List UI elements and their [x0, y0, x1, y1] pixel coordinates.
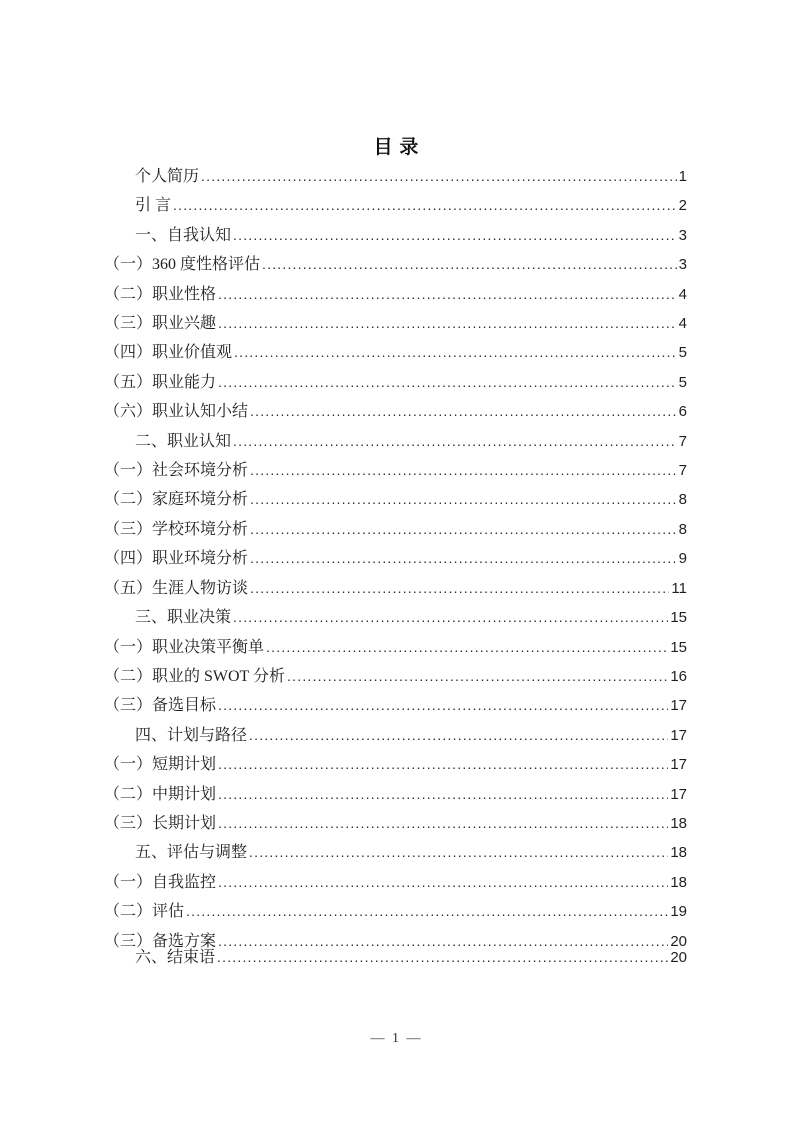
toc-entry[interactable] [104, 162, 687, 191]
toc-entry-page-number: 5 [678, 373, 687, 391]
toc-leader-dots [249, 838, 668, 867]
toc-entry[interactable] [104, 943, 687, 972]
toc-entry[interactable] [104, 280, 687, 309]
toc-entry-label: 四、计划与路径 [135, 726, 248, 744]
toc-entry-label: （五）职业能力 [104, 373, 217, 391]
toc-leader-dots [218, 868, 668, 897]
toc-entry-page-number: 17 [670, 726, 687, 744]
toc-entry-label: （一）社会环境分析 [104, 462, 249, 480]
toc-entry[interactable] [104, 544, 687, 573]
toc-entry[interactable] [104, 633, 687, 662]
toc-entry-page-number: 19 [670, 903, 687, 921]
toc-entry-page-number: 18 [670, 873, 687, 891]
toc-entry[interactable] [104, 809, 687, 838]
toc-entry-label: （一）360 度性格评估 [104, 256, 261, 274]
toc-entry-page-number: 7 [678, 432, 687, 450]
toc-entry-page-number: 9 [678, 550, 687, 568]
footer-page-number: — 1 — [370, 1031, 423, 1046]
toc-entry-label: （三）学校环境分析 [104, 520, 249, 538]
toc-entry-label: 一、自我认知 [135, 226, 232, 244]
toc-entry[interactable] [104, 897, 687, 926]
toc-entry-page-number: 20 [670, 948, 687, 966]
toc-entry-page-number: 3 [678, 256, 687, 274]
toc-entry-label: （一）职业决策平衡单 [104, 638, 265, 656]
toc-entry-label: （三）职业兴趣 [104, 315, 217, 333]
toc-entry-label: （二）中期计划 [104, 785, 217, 803]
toc-leader-dots [217, 943, 668, 972]
toc-leader-dots [218, 280, 677, 309]
toc-entry-page-number: 16 [670, 667, 687, 685]
toc-entry-label: （二）职业性格 [104, 285, 217, 303]
page-footer [0, 1026, 793, 1052]
page-title: 目 录 [373, 137, 420, 158]
toc-leader-dots [266, 633, 668, 662]
toc-entry[interactable] [104, 191, 687, 220]
toc-entry-page-number: 8 [678, 520, 687, 538]
toc-entry[interactable] [104, 309, 687, 338]
toc-entry[interactable] [104, 368, 687, 397]
toc-entry-label: （二）职业的 SWOT 分析 [104, 667, 286, 685]
toc-leader-dots [287, 662, 668, 691]
toc-entry-page-number: 3 [678, 226, 687, 244]
toc-entry[interactable] [104, 338, 687, 367]
toc-leader-dots [233, 221, 677, 250]
toc-entry[interactable] [104, 574, 687, 603]
toc-leader-dots [218, 368, 677, 397]
toc-leader-dots [218, 309, 677, 338]
toc-entry-label: （三）备选目标 [104, 697, 217, 715]
toc-leader-dots [234, 338, 677, 367]
toc-entry-page-number: 8 [678, 491, 687, 509]
toc-leader-dots [218, 780, 668, 809]
toc-entry-page-number: 20 [670, 932, 687, 950]
table-of-contents [104, 162, 687, 972]
toc-entry[interactable] [104, 250, 687, 279]
toc-entry-page-number: 17 [670, 756, 687, 774]
toc-entry-page-number: 6 [678, 403, 687, 421]
toc-entry-page-number: 15 [670, 609, 687, 627]
toc-entry-label: （二）评估 [104, 903, 185, 921]
toc-entry[interactable] [104, 603, 687, 632]
toc-leader-dots [218, 691, 668, 720]
toc-leader-dots [233, 603, 668, 632]
toc-entry[interactable] [104, 750, 687, 779]
toc-entry-page-number: 18 [670, 844, 687, 862]
toc-entry-page-number: 17 [670, 697, 687, 715]
toc-leader-dots [201, 162, 677, 191]
toc-entry[interactable] [104, 691, 687, 720]
toc-entry-page-number: 7 [678, 462, 687, 480]
toc-leader-dots [262, 250, 677, 279]
toc-entry[interactable] [104, 427, 687, 456]
toc-entry-label: （四）职业环境分析 [104, 550, 249, 568]
toc-entry-label: 五、评估与调整 [135, 844, 248, 862]
toc-entry-label: （三）长期计划 [104, 814, 217, 832]
toc-entry-label: 个人简历 [135, 168, 200, 185]
toc-entry-page-number: 4 [678, 315, 687, 333]
toc-entry-page-number: 15 [670, 638, 687, 656]
toc-leader-dots [250, 515, 677, 544]
toc-entry[interactable] [104, 838, 687, 867]
toc-leader-dots [173, 191, 677, 220]
toc-entry-page-number: 1 [678, 168, 687, 185]
toc-leader-dots [250, 544, 677, 573]
toc-entry-label: （三）备选方案 [104, 932, 217, 950]
toc-entry[interactable] [104, 221, 687, 250]
toc-entry[interactable] [104, 868, 687, 897]
toc-leader-dots [218, 809, 668, 838]
toc-entry[interactable] [104, 721, 687, 750]
toc-leader-dots [250, 485, 677, 514]
toc-leader-dots [233, 427, 677, 456]
toc-entry-label: 六、结束语 [135, 948, 216, 966]
toc-entry[interactable] [104, 485, 687, 514]
toc-entry-page-number: 17 [670, 785, 687, 803]
toc-entry-label: （二）家庭环境分析 [104, 491, 249, 509]
toc-leader-dots [250, 574, 669, 603]
toc-leader-dots [186, 897, 668, 926]
toc-leader-dots [250, 397, 677, 426]
toc-entry-label: （五）生涯人物访谈 [104, 579, 249, 597]
toc-entry-page-number: 4 [678, 285, 687, 303]
toc-entry-label: （六）职业认知小结 [104, 403, 249, 421]
toc-entry[interactable] [104, 780, 687, 809]
toc-entry-label: 二、职业认知 [135, 432, 232, 450]
toc-entry-label: 三、职业决策 [135, 609, 232, 627]
toc-entry-page-number: 11 [671, 579, 687, 597]
toc-entry[interactable] [104, 662, 687, 691]
toc-entry[interactable] [104, 515, 687, 544]
toc-entry[interactable] [104, 397, 687, 426]
toc-entry-label: （四）职业价值观 [104, 344, 233, 362]
toc-entry-page-number: 18 [670, 814, 687, 832]
toc-entry[interactable] [104, 456, 687, 485]
toc-entry-page-number: 5 [678, 344, 687, 362]
toc-entry-label: （一）自我监控 [104, 873, 217, 891]
toc-leader-dots [249, 721, 668, 750]
toc-entry-label: 引 言 [135, 197, 172, 215]
toc-leader-dots [218, 750, 668, 779]
toc-leader-dots [250, 456, 677, 485]
toc-entry-label: （一）短期计划 [104, 756, 217, 774]
toc-entry-page-number: 2 [678, 197, 687, 215]
